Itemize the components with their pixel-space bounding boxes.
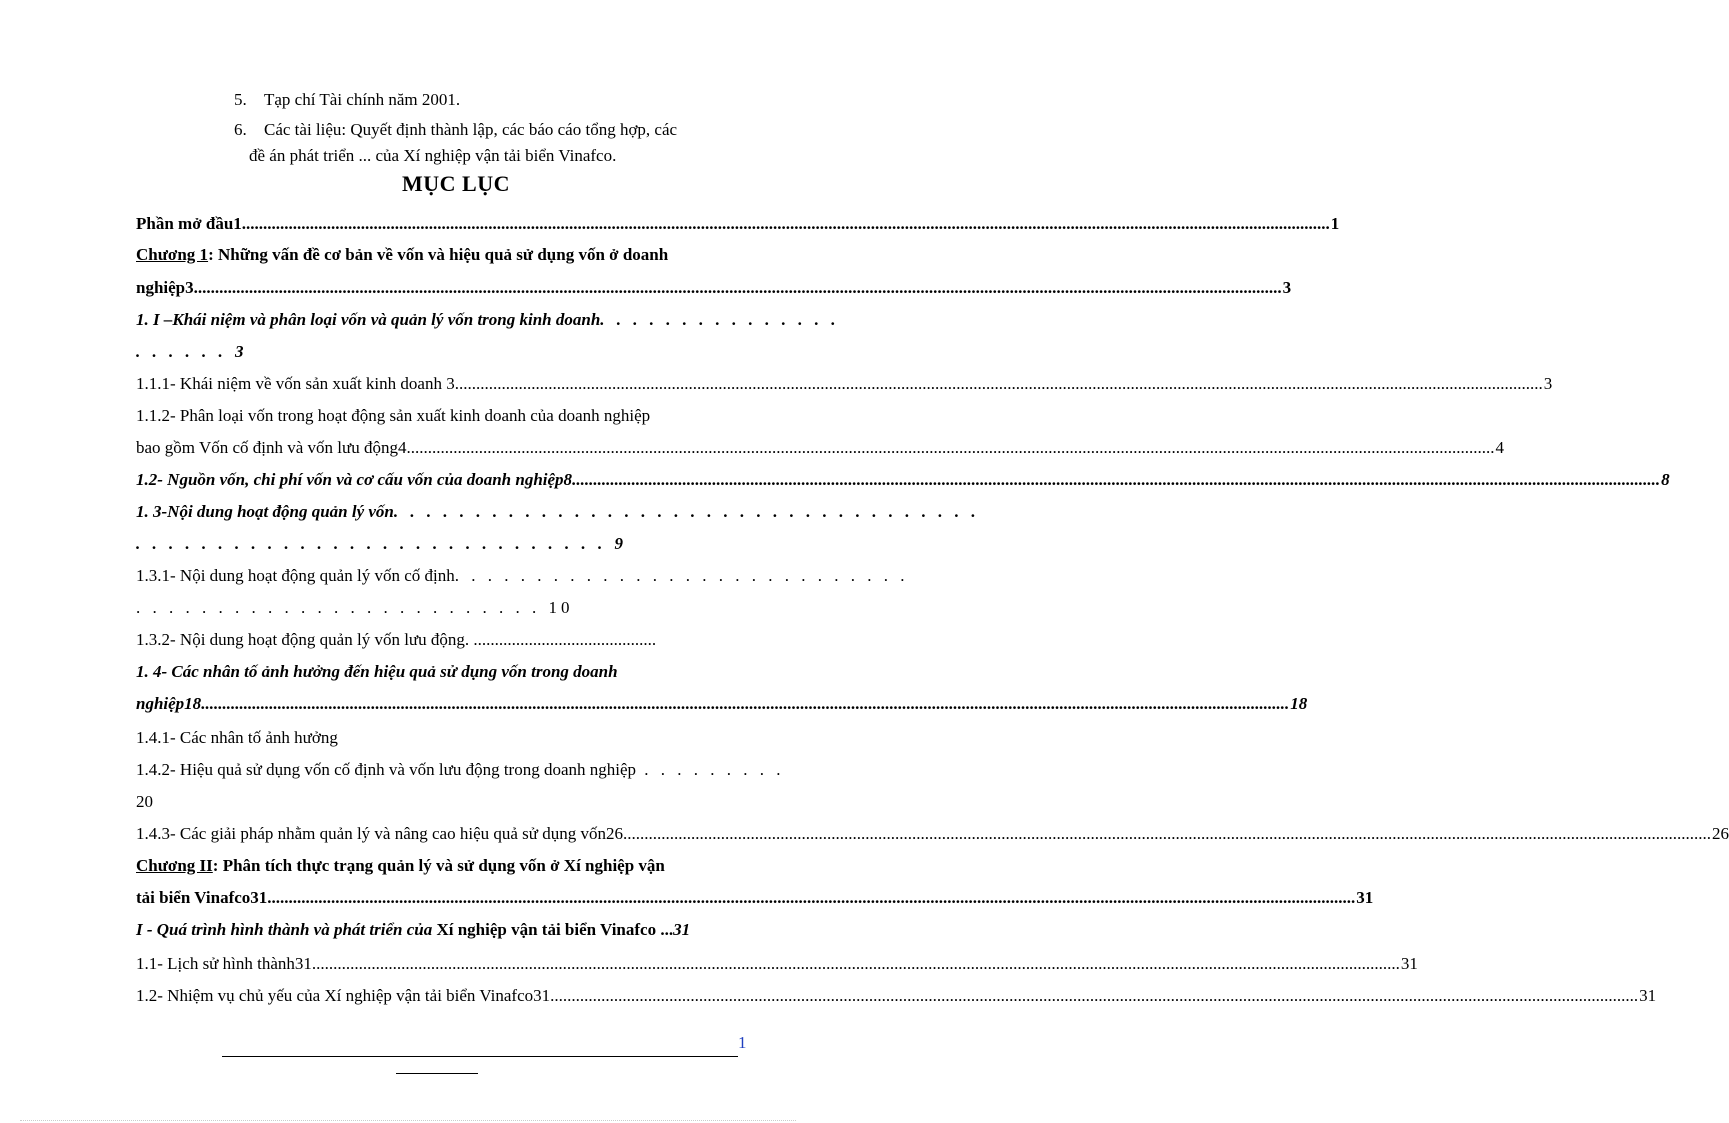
toc-entry-text: : Phân tích thực trạng quản lý và sử dụng vốn ở Xí nghiệp vận (212, 856, 665, 875)
toc-entry-text-cont: bao gồm Vốn cố định và vốn lưu động4 (136, 438, 407, 457)
toc-page-number: 3 (1282, 278, 1292, 297)
toc-entry-text-italic: I - Quá trình hình thành và phát triển của (136, 920, 433, 939)
reference-text-cont: đề án phát triển ... của Xí nghiệp vận tải biển Vinafco. (249, 146, 617, 165)
toc-entry-text: : Những vấn đề cơ bản về vốn và hiệu quả sử dụng vốn ở doanh (208, 245, 669, 264)
toc-leader (267, 886, 1355, 910)
toc-entry-1-4[interactable] (136, 660, 768, 684)
toc-entry-1-4-1[interactable] (136, 726, 768, 750)
toc-entry-2-1[interactable] (136, 918, 768, 942)
toc-entry-text: Xí nghiệp vận tải biển Vinafco ... (432, 920, 674, 939)
toc-leader: . . . . . . . . . . . . . . . . . . . . . . . . . . . . . . . . . . . . (393, 502, 980, 521)
toc-entry-1-2[interactable] (136, 468, 1670, 492)
toc-page-number: 26 (1712, 824, 1729, 843)
toc-entry-1-3[interactable] (136, 500, 980, 524)
toc-leader (455, 372, 1543, 396)
toc-entry-1-3-2[interactable] (136, 628, 768, 652)
toc-leader: . . . . . . . . . . . . . . . (600, 310, 840, 329)
toc-entry-text: 1.4.2- Hiệu quả sử dụng vốn cố định và vốn lưu động trong doanh nghiệp (136, 760, 637, 779)
toc-entry-text-cont: tải biển Vinafco31 (136, 888, 268, 907)
toc-page-number: 31 (1400, 954, 1418, 973)
toc-entry-text: 1.1- Lịch sử hình thành31 (136, 954, 312, 973)
reference-text: Tạp chí Tài chính năm 2001. (264, 90, 461, 109)
toc-entry-text: 1.1.2- Phân loại vốn trong hoạt động sản xuất kinh doanh của doanh nghiệp (136, 406, 651, 425)
toc-entry-text-cont: . . . . . . . . . . . . . . . . . . . . . . . . . 10 (136, 598, 574, 617)
toc-entry-1-1[interactable] (136, 308, 840, 332)
toc-chapter-label: Chương 1 (136, 245, 209, 264)
toc-leader (242, 212, 1330, 236)
toc-entry-1-3-1-cont[interactable] (136, 596, 768, 620)
toc-entry-1-3-cont[interactable] (136, 532, 768, 556)
toc-page-number: 3 (1543, 374, 1553, 393)
toc-page-number: 31 (1639, 986, 1657, 1005)
toc-entry-2-1-2[interactable] (136, 984, 1657, 1008)
footer-divider-short (396, 1073, 478, 1074)
toc-entry-text: 1. 3-Nội dung hoạt động quản lý vốn (136, 502, 394, 521)
toc-leader (407, 436, 1495, 460)
footer-divider (222, 1056, 738, 1057)
toc-leader: . . . . . . . . . (636, 760, 785, 779)
toc-leader (572, 468, 1660, 492)
toc-leader: . . . . . . . . . . . . . . . . . . . . . . . . . . . . (454, 566, 909, 585)
toc-leader (623, 822, 1711, 846)
toc-entry-text: 1.2- Nhiệm vụ chủ yếu của Xí nghiệp vận tải biển Vinafco31 (136, 986, 551, 1005)
toc-entry-1-1-1[interactable] (136, 372, 1553, 396)
toc-entry-text: 1.1.1- Khái niệm về vốn sản xuất kinh doanh 3 (136, 374, 455, 393)
toc-page-number: 4 (1495, 438, 1504, 457)
toc-entry-text-cont: nghiệp3 (136, 278, 194, 297)
toc-entry-text: 1.3.2- Nội dung hoạt động quản lý vốn lưu động. (136, 630, 474, 649)
toc-entry-text: 1.2- Nguồn vốn, chi phí vốn và cơ cấu vốn của doanh nghiệp8 (136, 470, 573, 489)
toc-entry-1-1-2-cont[interactable] (136, 436, 1504, 460)
toc-leader (194, 276, 1282, 300)
toc-entry-1-1-2[interactable] (136, 404, 768, 428)
toc-entry-text: Phần mở đầu1 (136, 214, 242, 233)
toc-leader (201, 692, 1289, 716)
toc-entry-1-4-cont[interactable] (136, 692, 1308, 716)
reference-item-6-cont (249, 143, 616, 169)
reference-text: Các tài liệu: Quyết định thành lập, các báo cáo tổng hợp, các (264, 120, 678, 139)
toc-entry-text: 1.3.1- Nội dung hoạt động quản lý vốn cố định (136, 566, 455, 585)
toc-entry-chapter-2-cont[interactable] (136, 886, 1374, 910)
toc-entry-text: 1. I –Khái niệm và phân loại vốn và quản lý vốn trong kinh doanh (136, 310, 601, 329)
toc-entry-1-4-2[interactable] (136, 758, 796, 782)
toc-entry-text-cont: nghiệp18 (136, 694, 202, 713)
toc-entry-1-4-2-cont[interactable] (136, 790, 768, 814)
toc-page-number: 31 (673, 920, 691, 939)
toc-chapter-label: Chương II (136, 856, 213, 875)
reference-item-6 (234, 117, 677, 143)
toc-entry-text: 1. 4- Các nhân tố ảnh hưởng đến hiệu quả sử dụng vốn trong doanh (136, 662, 618, 681)
toc-entry-1-3-1[interactable] (136, 564, 909, 588)
toc-page-number: 31 (1356, 888, 1374, 907)
toc-entry-text: 1.4.3- Các giải pháp nhằm quản lý và nâng cao hiệu quả sử dụng vốn26 (136, 824, 623, 843)
toc-entry-text: 1.4.1- Các nhân tố ảnh hưởng (136, 728, 338, 747)
page-title: MỤC LỤC (402, 171, 510, 196)
toc-page-number: 1 (1330, 214, 1340, 233)
toc-entry-text-cont: . . . . . . . . . . . . . . . . . . . . . . . . . . . . . 9 (136, 534, 627, 553)
reference-number: 5. (234, 90, 247, 109)
reference-item-5 (234, 87, 460, 113)
toc-leader (550, 984, 1638, 1008)
page-number: 1 (738, 1033, 747, 1052)
toc-entry-chapter-1-cont[interactable] (136, 276, 1292, 300)
toc-entry-text-cont: . . . . . . 3 (136, 342, 248, 361)
toc-entry-2-1-1[interactable] (136, 952, 1418, 976)
reference-number: 6. (234, 120, 247, 139)
toc-page-number: 8 (1661, 470, 1670, 489)
toc-leader: ........................................... (473, 630, 657, 649)
page-bottom-edge (20, 1120, 796, 1121)
toc-entry-text-cont: 20 (136, 792, 153, 811)
toc-entry-intro[interactable] (136, 212, 1340, 236)
toc-page-number: 18 (1290, 694, 1308, 713)
toc-entry-chapter-2[interactable] (136, 854, 768, 878)
toc-entry-1-4-3[interactable] (136, 822, 1729, 846)
toc-entry-1-1-cont[interactable] (136, 340, 768, 364)
toc-leader (312, 952, 1400, 976)
toc-entry-chapter-1[interactable] (136, 243, 768, 267)
